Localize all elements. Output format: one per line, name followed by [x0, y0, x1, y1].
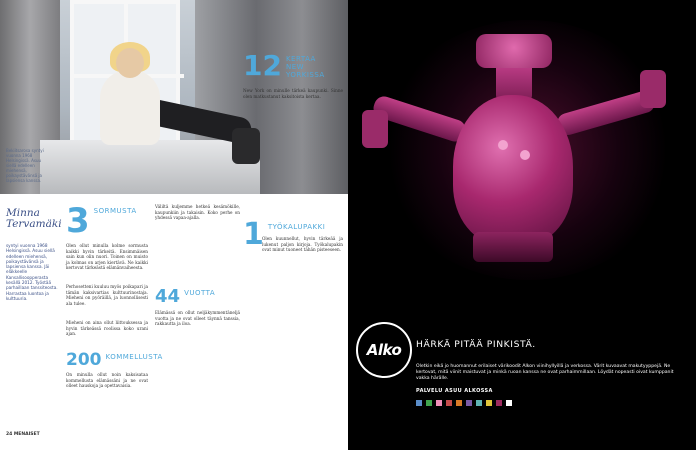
section-label: TYÖKALUPAKKI: [267, 223, 326, 231]
robot-base: [473, 232, 553, 262]
section-text: Olen kuunnellut, hyvin tärkeää ja lukenut paljon kirjoja. Työkalupakin ovat minut tuoneet tähän pisteeseen.: [262, 236, 343, 253]
section-label: KOMMELLUSTA: [105, 353, 163, 361]
section-vuotta: [155, 288, 215, 306]
ad-headline: HÄRKÄ PITÄÄ PINKISTÄ.: [416, 339, 536, 350]
photo-caption: Bekiitsarosa syntyi vuonna 1968 Helsingissä. Asuu siellä edelleen miehensä, poikaystävänsä ja lapsiensa kanssa.: [6, 148, 44, 183]
page-footer: 24 MENAISET: [6, 432, 40, 437]
section-number: 12: [243, 49, 282, 82]
color-code-swatches: [416, 400, 512, 406]
robot-bull-body: [453, 95, 573, 245]
body-paragraph: Perhosetteni kuuluu myös poikapari ja tämän kaksivartias kulttuurinostaja. Mieheni on pyöräillä, ja luonnollisesti ala tulee.: [66, 284, 148, 306]
color-swatch: [486, 400, 492, 406]
person-head: [116, 48, 144, 78]
color-swatch: [446, 400, 452, 406]
robot-claw-right: [640, 70, 666, 108]
section-text: Elämässä on ollut neljäkymmentäneljä vuotta ja ne ovat olleet täynnä tanssia, rakkautta ja iloa.: [155, 310, 240, 327]
alko-logo: [356, 322, 412, 378]
section-new-york: [243, 49, 336, 82]
section-text: On minulla ollut noin kaksisataa kommellusta elämässäni ja ne ovat olleet hauskoja ja opettavaisia.: [66, 372, 148, 389]
color-swatch: [466, 400, 472, 406]
section-text: Olen ollut minulla kolme sormusta kaikki hyvin tärkeitä. Ensimmäisen sain kun olin nuori. Toinen on muisto ja kolmas on arjen kiertävä. Ne kaikki kertovat tärkeästä elämänvaiheesta.: [66, 243, 148, 271]
section-number: 1: [243, 217, 264, 252]
color-swatch: [456, 400, 462, 406]
bio-name: Minna Tervamäki: [6, 207, 62, 230]
body-paragraph: Väliltä kuljemme hetkeä kesämökille, kaupunkiin ja takaisin. Koko perhe on yhdessä vapaa-ajalla.: [155, 204, 240, 221]
robot-bolt: [520, 150, 530, 160]
color-swatch: [436, 400, 442, 406]
bio-text: syntyi vuonna 1968 Helsingissä. Asuu siellä edelleen miehensä, poikaystävänsä ja lapsiensa kanssa. Jäi eläkkeelle Kansallisoopperasta kesällä 2012. Työstää parhaillaan tanssiteosta. Harrastaa luontoa ja kulttuuria.: [6, 243, 58, 301]
section-label: VUOTTA: [184, 289, 216, 297]
ad-tagline: PALVELU ASUU ALKOSSA: [416, 388, 493, 394]
robot-bolt: [498, 140, 508, 150]
person-boots: [232, 128, 260, 164]
robot-claw-left: [362, 110, 388, 148]
section-label: KERTAA NEW YORKISSA: [285, 55, 325, 79]
window-sill: [40, 140, 260, 194]
section-sormusta: [66, 201, 137, 241]
color-swatch: [476, 400, 482, 406]
section-label: SORMUSTA: [93, 207, 137, 215]
section-text: New York on minulle tärkeä kaupunki. Sinne olen matkustanut kaksitoista kertaa.: [243, 88, 343, 99]
section-number: 44: [155, 286, 181, 307]
alko-logo-text: Alko: [366, 341, 402, 359]
section-kommellusta: [66, 352, 163, 369]
color-swatch: [496, 400, 502, 406]
person-body: [100, 70, 160, 145]
color-swatch: [416, 400, 422, 406]
color-swatch: [426, 400, 432, 406]
body-paragraph: Mieheni on aina ollut liittouksessa ja hyvin tärkeässä roolissa koko urani ajan.: [66, 320, 148, 337]
color-swatch: [506, 400, 512, 406]
right-page-ad: [348, 0, 696, 450]
robot-head: [476, 34, 552, 68]
ad-body-copy: Oletkin eikä jo huomannut erilaiset värikoodit Alkon viinihyllyillä ja verkossa. Värit kuvaavat makutyyppejä. Ne kertovat, mitä viinit maistuvat ja minkä ruoan kanssa ne ovat parhaimmillaan. Löydät nopeasti oivat kumppanit vakka härälle.: [416, 364, 674, 381]
section-number: 200: [66, 350, 102, 370]
section-number: 3: [66, 201, 90, 241]
